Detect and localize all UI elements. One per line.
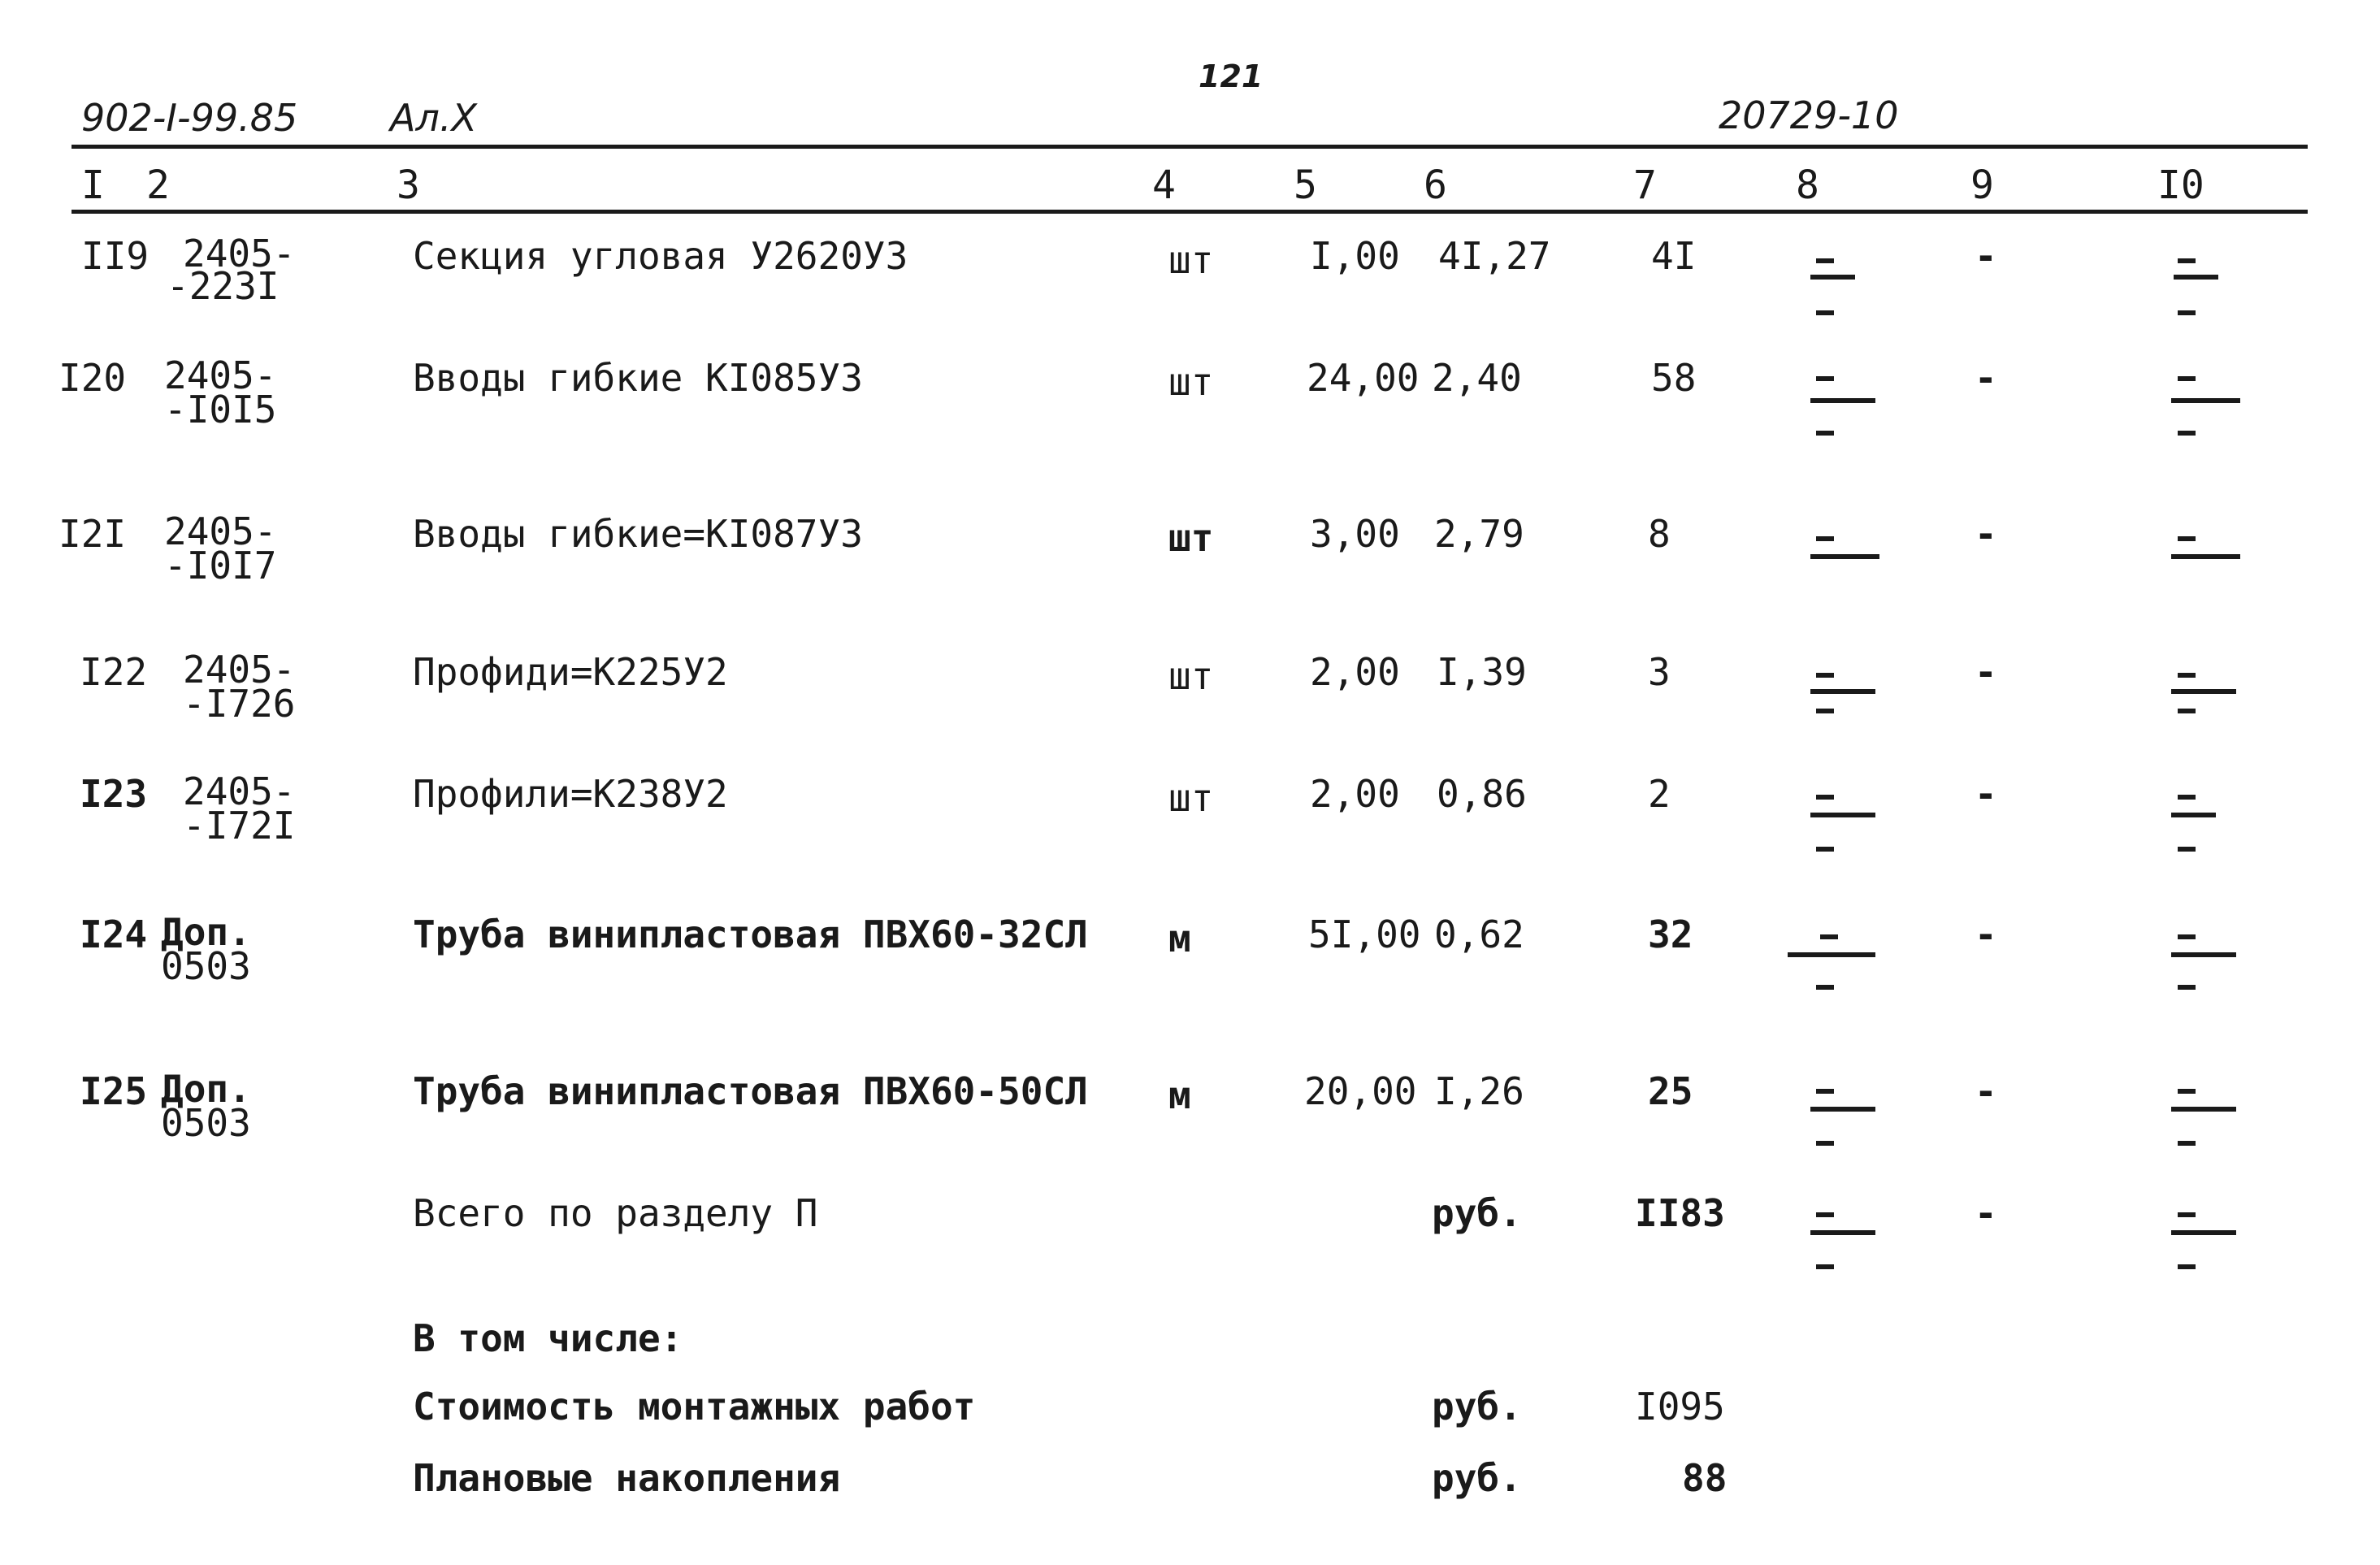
row-number: I2I — [59, 512, 127, 556]
dash-mark — [2178, 847, 2196, 852]
row-quantity: 20,00 — [1304, 1069, 1417, 1113]
row-total: 8 — [1648, 512, 1671, 556]
row-quantity: 24,00 — [1307, 356, 1420, 400]
dash-mark — [1810, 813, 1875, 817]
including-label: В том числе: — [413, 1316, 683, 1360]
dash-mark — [1816, 536, 1834, 541]
row-price: 0,86 — [1437, 772, 1527, 816]
row-total: 2 — [1648, 772, 1671, 816]
album-label: Ал.Х — [390, 96, 478, 140]
dash-mark — [2178, 1264, 2196, 1269]
row-column-9: - — [1975, 234, 1997, 278]
row-column-9: - — [1975, 512, 1997, 556]
dash-mark — [2178, 795, 2196, 800]
dash-mark — [1816, 431, 1834, 436]
row-price: 0,62 — [1434, 913, 1524, 956]
row-quantity: 2,00 — [1310, 650, 1400, 694]
dash-mark — [2178, 1089, 2196, 1094]
dash-mark — [2171, 689, 2236, 694]
column-header-2: 2 — [146, 163, 170, 208]
dash-mark — [2178, 985, 2196, 990]
row-price: 2,79 — [1434, 512, 1524, 556]
dash-mark — [1816, 1141, 1834, 1146]
row-code-line2: -I0I7 — [164, 544, 277, 587]
row-name: Вводы гибкие=КI087УЗ — [413, 512, 863, 556]
dash-mark — [2178, 310, 2196, 315]
row-number: I23 — [80, 772, 148, 816]
row-code-line2: -I726 — [183, 682, 296, 726]
row-total: 3 — [1648, 650, 1671, 694]
sheet-code: 20729-10 — [1719, 93, 1899, 137]
document-number: 902-I-99.85 — [81, 96, 298, 140]
row-unit: м — [1168, 917, 1191, 960]
top-rule — [72, 145, 2308, 149]
row-quantity: 3,00 — [1310, 512, 1400, 556]
row-total: 32 — [1648, 913, 1693, 956]
row-column-9: - — [1975, 650, 1997, 694]
row-code-line1: 2405- — [183, 648, 296, 691]
dash-mark — [2178, 376, 2196, 381]
page-number: 121 — [1199, 59, 1264, 94]
dash-mark — [2178, 536, 2196, 541]
row-price: I,39 — [1437, 650, 1527, 694]
dash-mark — [1816, 1089, 1834, 1094]
dash-mark — [1816, 985, 1834, 990]
summary-line-unit: руб. — [1432, 1385, 1522, 1428]
row-name: Профили=К238У2 — [413, 772, 728, 816]
dash-mark — [2178, 1141, 2196, 1146]
column-header-3: 3 — [397, 163, 420, 208]
section-total-unit: руб. — [1432, 1191, 1522, 1235]
row-unit: м — [1168, 1073, 1191, 1117]
row-name: Секция угловая У2620УЗ — [413, 234, 908, 278]
dash-mark — [1816, 673, 1834, 678]
row-code-line1: 2405- — [183, 232, 296, 275]
row-code-line2: -I72I — [183, 804, 296, 848]
row-unit: шт — [1168, 360, 1214, 404]
dash-mark — [1816, 709, 1834, 713]
dash-mark — [1816, 795, 1834, 800]
column-header-8: 8 — [1796, 163, 1819, 208]
dash-mark — [2171, 554, 2240, 559]
summary-line-label: Стоимость монтажных работ — [413, 1385, 976, 1428]
row-column-9: - — [1975, 1069, 1997, 1113]
section-total-label: Всего по разделу П — [413, 1191, 818, 1235]
dash-mark — [2171, 1107, 2236, 1112]
column-header-10: I0 — [2157, 163, 2204, 208]
row-column-9: - — [1975, 356, 1997, 400]
row-number: II9 — [81, 234, 150, 278]
section-total-value: II83 — [1635, 1191, 1725, 1235]
dash-mark — [1816, 847, 1834, 852]
dash-mark — [2171, 398, 2240, 403]
row-unit: шт — [1168, 238, 1214, 282]
dash-mark — [2178, 934, 2196, 939]
dash-mark — [2178, 673, 2196, 678]
dash-mark — [2171, 1230, 2236, 1235]
dash-mark — [2178, 709, 2196, 713]
dash-mark — [1788, 952, 1875, 957]
row-code-line2: -223I — [167, 264, 280, 308]
column-header-1: I — [81, 163, 105, 208]
row-unit: шт — [1168, 516, 1214, 560]
dash-mark — [1810, 1230, 1875, 1235]
row-price: 2,40 — [1432, 356, 1522, 400]
dash-mark — [1810, 275, 1855, 280]
summary-line-label: Плановые накопления — [413, 1456, 841, 1500]
column-header-4: 4 — [1152, 163, 1176, 208]
row-code-line1: Доп. — [161, 910, 251, 954]
row-quantity: 2,00 — [1310, 772, 1400, 816]
row-code-line1: 2405- — [164, 509, 277, 553]
row-column-9: - — [1975, 772, 1997, 816]
row-name: Труба винипластовая ПВХ60-32СЛ — [413, 913, 1088, 956]
dash-mark — [2178, 258, 2196, 263]
summary-line-value: I095 — [1635, 1385, 1725, 1428]
section-total-column-9: - — [1975, 1191, 1997, 1235]
row-code-line1: 2405- — [183, 769, 296, 813]
dash-mark — [1816, 376, 1834, 381]
summary-line-unit: руб. — [1432, 1456, 1522, 1500]
row-code-line2: 0503 — [161, 1101, 251, 1145]
column-header-9: 9 — [1970, 163, 1994, 208]
row-total: 58 — [1651, 356, 1697, 400]
dash-mark — [1810, 554, 1879, 559]
row-code-line2: -I0I5 — [164, 388, 277, 431]
row-price: 4I,27 — [1438, 234, 1551, 278]
row-name: Вводы гибкие КI085УЗ — [413, 356, 863, 400]
row-name: Профиди=К225У2 — [413, 650, 728, 694]
row-code-line1: Доп. — [161, 1067, 251, 1111]
dash-mark — [2171, 952, 2236, 957]
column-header-7: 7 — [1633, 163, 1657, 208]
row-code-line1: 2405- — [164, 353, 277, 397]
row-total: 25 — [1648, 1069, 1693, 1113]
summary-line-value: 88 — [1682, 1456, 1728, 1500]
dash-mark — [1816, 310, 1834, 315]
row-quantity: I,00 — [1310, 234, 1400, 278]
row-quantity: 5I,00 — [1308, 913, 1421, 956]
dash-mark — [1810, 1107, 1875, 1112]
row-number: I22 — [80, 650, 148, 694]
column-header-6: 6 — [1424, 163, 1447, 208]
row-column-9: - — [1975, 913, 1997, 956]
dash-mark — [1810, 398, 1875, 403]
header-rule — [72, 210, 2308, 214]
row-number: I25 — [80, 1069, 148, 1113]
row-price: I,26 — [1434, 1069, 1524, 1113]
row-number: I20 — [59, 356, 127, 400]
row-total: 4I — [1651, 234, 1697, 278]
row-unit: шт — [1168, 776, 1214, 820]
dash-mark — [1816, 1264, 1834, 1269]
row-code-line2: 0503 — [161, 944, 251, 988]
dash-mark — [2174, 275, 2218, 280]
row-name: Труба винипластовая ПВХ60-50СЛ — [413, 1069, 1088, 1113]
row-unit: шт — [1168, 654, 1214, 698]
dash-mark — [1816, 258, 1834, 263]
dash-mark — [1816, 1212, 1834, 1217]
dash-mark — [2178, 1212, 2196, 1217]
dash-mark — [2178, 431, 2196, 436]
dash-mark — [1810, 689, 1875, 694]
row-number: I24 — [80, 913, 148, 956]
column-header-5: 5 — [1294, 163, 1317, 208]
dash-mark — [1820, 934, 1838, 939]
dash-mark — [2171, 813, 2216, 817]
